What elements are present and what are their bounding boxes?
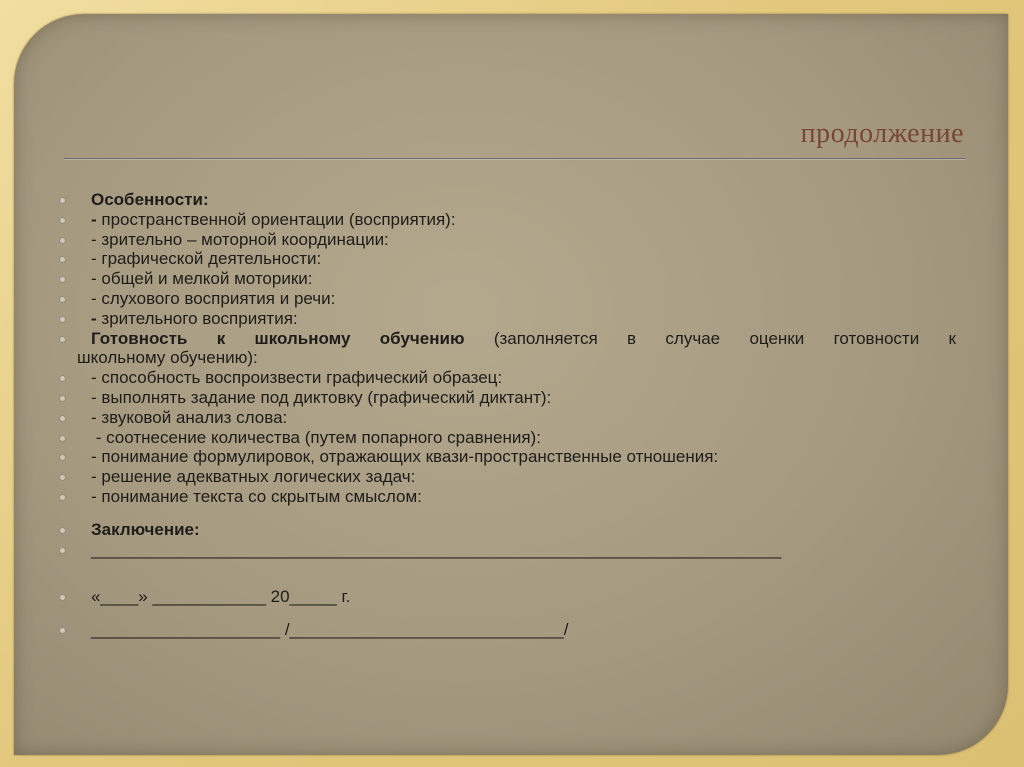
circle-bullet-icon [59,316,66,323]
list-item-graphic-activity [56,249,956,269]
circle-bullet-icon [59,375,66,382]
item-text: - понимание текста со скрытым смыслом: [91,486,422,506]
circle-bullet-icon [59,627,66,634]
list-item-conclusion-blank [56,540,956,560]
title-divider [64,158,966,159]
slide-content [56,190,956,640]
list-item-formulations [56,447,956,467]
list-item-hidden-meaning [56,487,956,507]
item-dash: - [91,209,97,229]
circle-bullet-icon [59,336,66,343]
readiness-heading: Готовность к школьному обучению [91,328,465,348]
circle-bullet-icon [59,527,66,534]
circle-bullet-icon [59,256,66,263]
circle-bullet-icon [59,296,66,303]
item-text: зрительного восприятия: [96,308,298,328]
readiness-note: (заполняется в случае оценки готовности к [464,328,956,348]
list-item-visual-motor [56,230,956,250]
circle-bullet-icon [59,276,66,283]
circle-bullet-icon [59,197,66,204]
list-item-visual-perception [56,309,956,329]
item-text: - решение адекватных логических задач: [91,467,416,487]
spacer [56,559,956,587]
conclusion-blank: _________________________________________________________________________ [91,539,782,559]
circle-bullet-icon [59,547,66,554]
list-item-logic-tasks [56,467,956,487]
list-item-spatial-orientation [56,210,956,230]
list-item-signature [56,620,956,640]
list-item-sound-analysis [56,408,956,428]
features-heading: Особенности: [91,190,209,209]
list-item-quantity [56,428,956,448]
item-text: - понимание формулировок, отражающих квази-пространственные отношения: [91,447,719,467]
item-text: - выполнять задание под диктовку (графический диктант): [91,387,552,407]
circle-bullet-icon [59,415,66,422]
item-text: - соотнесение количества (путем попарного сравнения): [91,427,541,447]
list-item-reproduce-pattern [56,368,956,388]
circle-bullet-icon [59,217,66,224]
item-dash: - [91,308,97,328]
circle-bullet-icon [59,237,66,244]
list-item-motor-skills [56,269,956,289]
conclusion-heading: Заключение: [91,519,200,539]
list-item-auditory-speech [56,289,956,309]
slide-title: продолжение [800,118,964,149]
circle-bullet-icon [59,494,66,501]
item-text: пространственной ориентации (восприятия): [96,209,456,229]
list-item-date [56,587,956,607]
item-text: - зрительно – моторной координации: [91,229,389,249]
circle-bullet-icon [59,454,66,461]
item-text: - общей и мелкой моторики: [91,269,313,289]
circle-bullet-icon [59,594,66,601]
spacer [56,507,956,520]
item-text: - слухового восприятия и речи: [91,288,336,308]
list-item-readiness [56,329,956,349]
item-text: - звуковой анализ слова: [91,407,288,427]
item-text: - графической деятельности: [91,249,322,269]
readiness-note-continued: школьному обучению): [77,348,258,368]
spacer [56,607,956,620]
list-item-conclusion [56,520,956,540]
readiness-line [91,329,956,349]
date-line: «____» ____________ 20_____ г. [91,587,351,607]
list-item-dictation [56,388,956,408]
list-item-features-heading [56,190,956,210]
circle-bullet-icon [59,435,66,442]
circle-bullet-icon [59,395,66,402]
slide [14,14,1008,755]
circle-bullet-icon [59,474,66,481]
item-text: - способность воспроизвести графический образец: [91,368,503,388]
signature-line: ____________________ /_____________________________/ [91,620,569,640]
